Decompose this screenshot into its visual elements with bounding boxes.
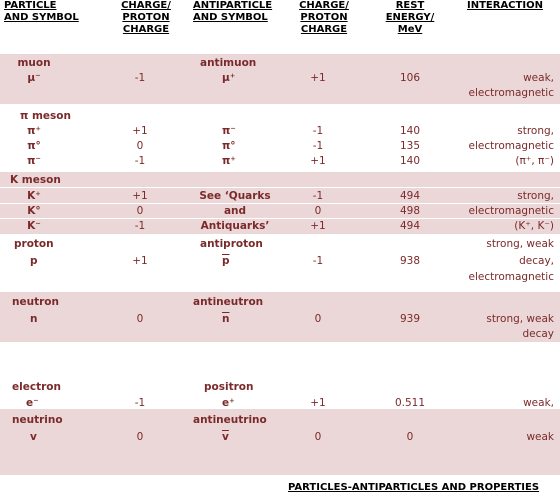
neutron-interaction-2: decay: [522, 328, 554, 340]
antipi-charge-2: -1: [312, 140, 324, 152]
antineutrino-charge: 0: [314, 431, 322, 443]
neutrino-energy: 0: [406, 431, 414, 443]
proton-symbol: p: [30, 255, 38, 267]
k-energy-3: 494: [399, 220, 421, 232]
muon-symbol: μ⁻: [27, 72, 41, 84]
pi-charge-3: -1: [134, 155, 146, 167]
electron-symbol: e⁻: [26, 397, 39, 409]
antiproton-name: antiproton: [200, 238, 263, 250]
table-caption: PARTICLES-ANTIPARTICLES AND PROPERTIES: [288, 482, 540, 493]
antimuon-symbol: μ⁺: [222, 72, 236, 84]
pi-name: π meson: [20, 110, 71, 122]
k-charge-1: +1: [132, 190, 148, 202]
muon-interaction-1: weak,: [523, 72, 554, 84]
antineutron-symbol: $\overline{n}$: [222, 313, 230, 325]
neutron-interaction-1: strong, weak: [486, 313, 554, 325]
pi-interaction-3: (π⁺, π⁻): [515, 155, 554, 167]
antipi-charge-3: +1: [310, 155, 326, 167]
neutron-symbol: n: [30, 313, 38, 325]
neutrino-name: neutrino: [12, 414, 63, 426]
positron-charge: +1: [310, 397, 326, 409]
pi-energy-3: 140: [399, 155, 421, 167]
muon-energy: 106: [399, 72, 421, 84]
k-anti-text-3: Antiquarks’: [200, 220, 270, 232]
antipi-symbol-3: π⁺: [222, 155, 236, 167]
proton-energy: 938: [399, 255, 421, 267]
antineutrino-name: antineutrino: [193, 414, 267, 426]
k-energy-2: 498: [399, 205, 421, 217]
muon-charge: -1: [134, 72, 146, 84]
neutron-charge: 0: [136, 313, 144, 325]
header-interaction: INTERACTION: [467, 0, 543, 11]
proton-interaction-1: strong, weak: [486, 238, 554, 250]
header-antiparticle: ANTIPARTICLE AND SYMBOL: [193, 0, 273, 23]
pi-energy-1: 140: [399, 125, 421, 137]
antipi-charge-1: -1: [312, 125, 324, 137]
positron-symbol: e⁺: [222, 397, 235, 409]
electron-interaction-1: weak,: [523, 397, 554, 409]
proton-name: proton: [14, 238, 54, 250]
pi-symbol-2: π°: [27, 140, 41, 152]
neutron-energy: 939: [399, 313, 421, 325]
k-name: K meson: [10, 174, 61, 186]
pi-symbol-1: π⁺: [27, 125, 41, 137]
pi-energy-2: 135: [399, 140, 421, 152]
k-symbol-2: K°: [27, 205, 41, 217]
k-anti-text-2: and: [223, 205, 247, 217]
neutron-name: neutron: [12, 296, 59, 308]
pi-charge-2: 0: [136, 140, 144, 152]
pi-symbol-3: π⁻: [27, 155, 41, 167]
antiproton-symbol: $\overline{p}$: [222, 255, 230, 267]
k-charge-2: 0: [136, 205, 144, 217]
antineutrino-symbol: $\overline{v}$: [222, 431, 229, 443]
electron-energy: 0.511: [394, 397, 426, 409]
electron-charge: -1: [134, 397, 146, 409]
antimuon-charge: +1: [310, 72, 326, 84]
k-anti-text-1: See ‘Quarks: [199, 190, 271, 202]
pi-interaction-1: strong,: [517, 125, 554, 137]
k-symbol-3: K⁻: [27, 220, 41, 232]
antiproton-charge: -1: [312, 255, 324, 267]
neutrino-symbol: v: [30, 431, 37, 443]
k-anti-charge-2: 0: [314, 205, 322, 217]
antipi-symbol-2: π°: [222, 140, 236, 152]
header-rest-energy: REST ENERGY/ MeV: [385, 0, 435, 35]
k-interaction-1: strong,: [517, 190, 554, 202]
proton-charge: +1: [132, 255, 148, 267]
muon-interaction-2: electromagnetic: [468, 87, 554, 99]
proton-interaction-3: electromagnetic: [468, 271, 554, 283]
k-interaction-3: (K⁺, K⁻): [514, 220, 554, 232]
pi-charge-1: +1: [132, 125, 148, 137]
antimuon-name: antimuon: [200, 57, 257, 69]
proton-interaction-2: decay,: [519, 255, 554, 267]
k-interaction-2: electromagnetic: [468, 205, 554, 217]
header-charge: CHARGE/ PROTON CHARGE: [121, 0, 171, 35]
k-energy-1: 494: [399, 190, 421, 202]
k-charge-3: -1: [134, 220, 146, 232]
electron-name: electron: [12, 381, 61, 393]
k-anti-charge-3: +1: [310, 220, 326, 232]
k-symbol-1: K⁺: [27, 190, 41, 202]
antineutron-charge: 0: [314, 313, 322, 325]
pi-interaction-2: electromagnetic: [468, 140, 554, 152]
antineutron-name: antineutron: [193, 296, 264, 308]
muon-name: muon: [17, 57, 51, 69]
neutrino-interaction-1: weak: [526, 431, 554, 443]
header-particle: PARTICLE AND SYMBOL: [4, 0, 79, 23]
k-anti-charge-1: -1: [312, 190, 324, 202]
antipi-symbol-1: π⁻: [222, 125, 236, 137]
header-anticharge: CHARGE/ PROTON CHARGE: [299, 0, 349, 35]
positron-name: positron: [204, 381, 254, 393]
neutrino-charge: 0: [136, 431, 144, 443]
